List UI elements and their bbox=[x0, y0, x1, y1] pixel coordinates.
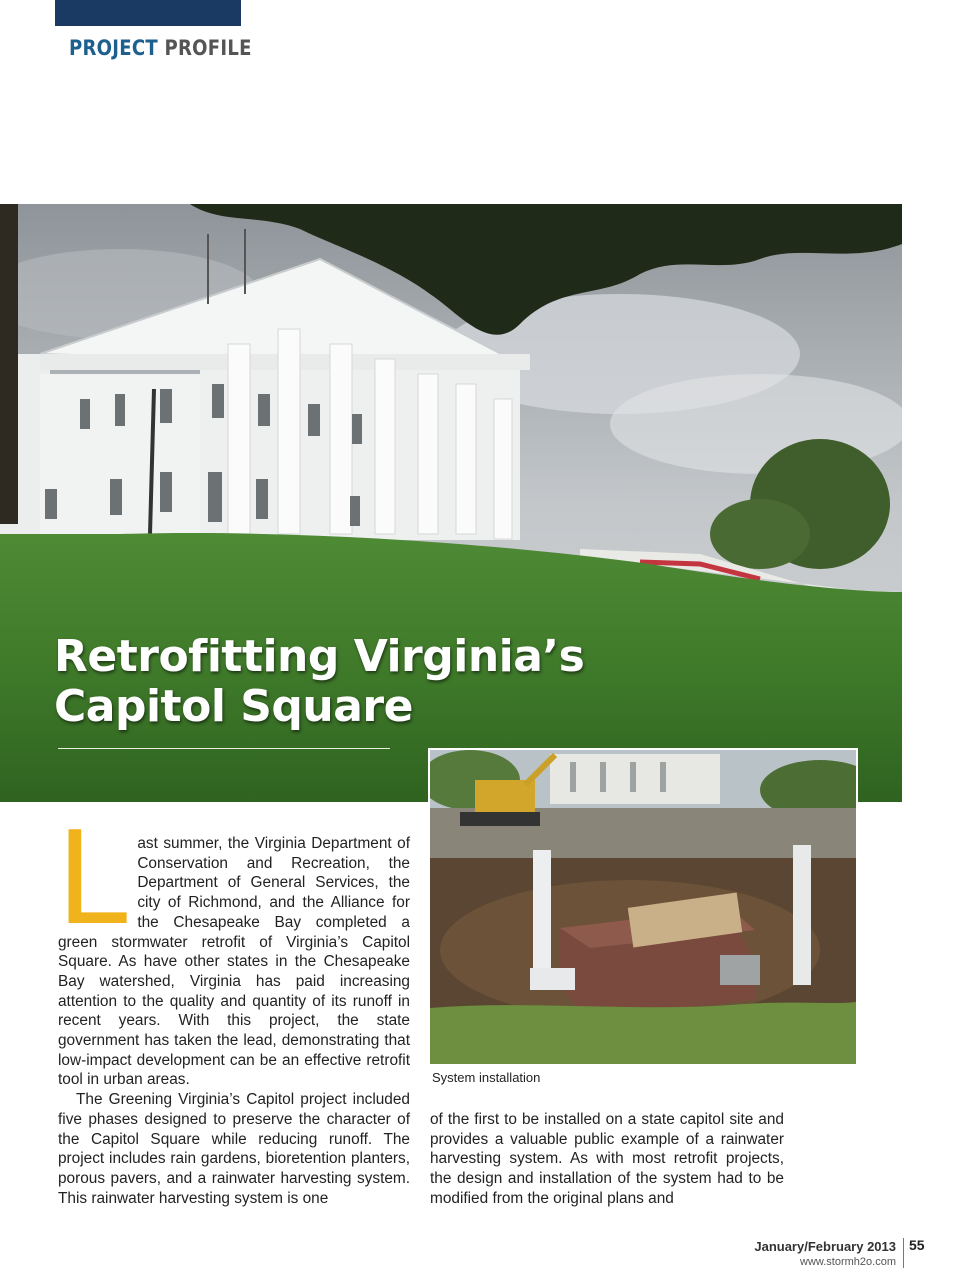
section-label-accent: PROJECT bbox=[69, 36, 158, 60]
drop-cap: L bbox=[56, 805, 128, 954]
system-installation-photo-icon bbox=[430, 750, 856, 1064]
section-label bbox=[69, 36, 252, 60]
article-title-line2: Capitol Square bbox=[54, 681, 413, 732]
page-number: 55 bbox=[909, 1237, 925, 1253]
article-column-right bbox=[430, 1110, 784, 1209]
paragraph-2: The Greening Virginia’s Capitol project included five phases designed to preserve the character of the Capitol Square while reducing runoff. The project includes rain gardens, bioretention planters, porous pavers, and a rainwater harvesting system. This rainwater harvesting system is one bbox=[58, 1091, 410, 1207]
footer-divider bbox=[903, 1238, 904, 1268]
hero-photo bbox=[0, 204, 902, 802]
title-underline bbox=[58, 748, 390, 749]
footer-issue-date: January/February 2013 bbox=[754, 1239, 896, 1254]
inset-photo bbox=[428, 748, 858, 1066]
paragraph-1-text: ast summer, the Virginia Department of Conservation and Recreation, the Department of General Services, the city of Richmond, and the Alliance for the Chesapeake Bay completed a green stormwater retrofit of Virginia’s Capitol Square. As have other states in the Chesapeake Bay watershed, Virginia has paid increasing attention to the quality and quantity of its runoff in recent years. With this project, the state government has taken the lead, demonstrating that low-impact development can be an effective retrofit tool in urban areas. bbox=[58, 835, 410, 1089]
photo-caption: System installation bbox=[432, 1070, 541, 1085]
article-column-left bbox=[56, 805, 410, 1208]
footer-url: www.stormh2o.com bbox=[800, 1256, 896, 1268]
paragraph-3: of the first to be installed on a state capitol site and provides a valuable public example of a rainwater harvesting system. As with most retrofit projects, the design and installation of the system had to be modified from the original plans and bbox=[430, 1111, 784, 1207]
paragraph-1 bbox=[56, 805, 410, 1090]
header-bar bbox=[55, 0, 241, 26]
article-title bbox=[54, 632, 584, 732]
section-label-rest: PROFILE bbox=[164, 36, 252, 60]
article-title-line1: Retrofitting Virginia’s bbox=[54, 631, 585, 682]
